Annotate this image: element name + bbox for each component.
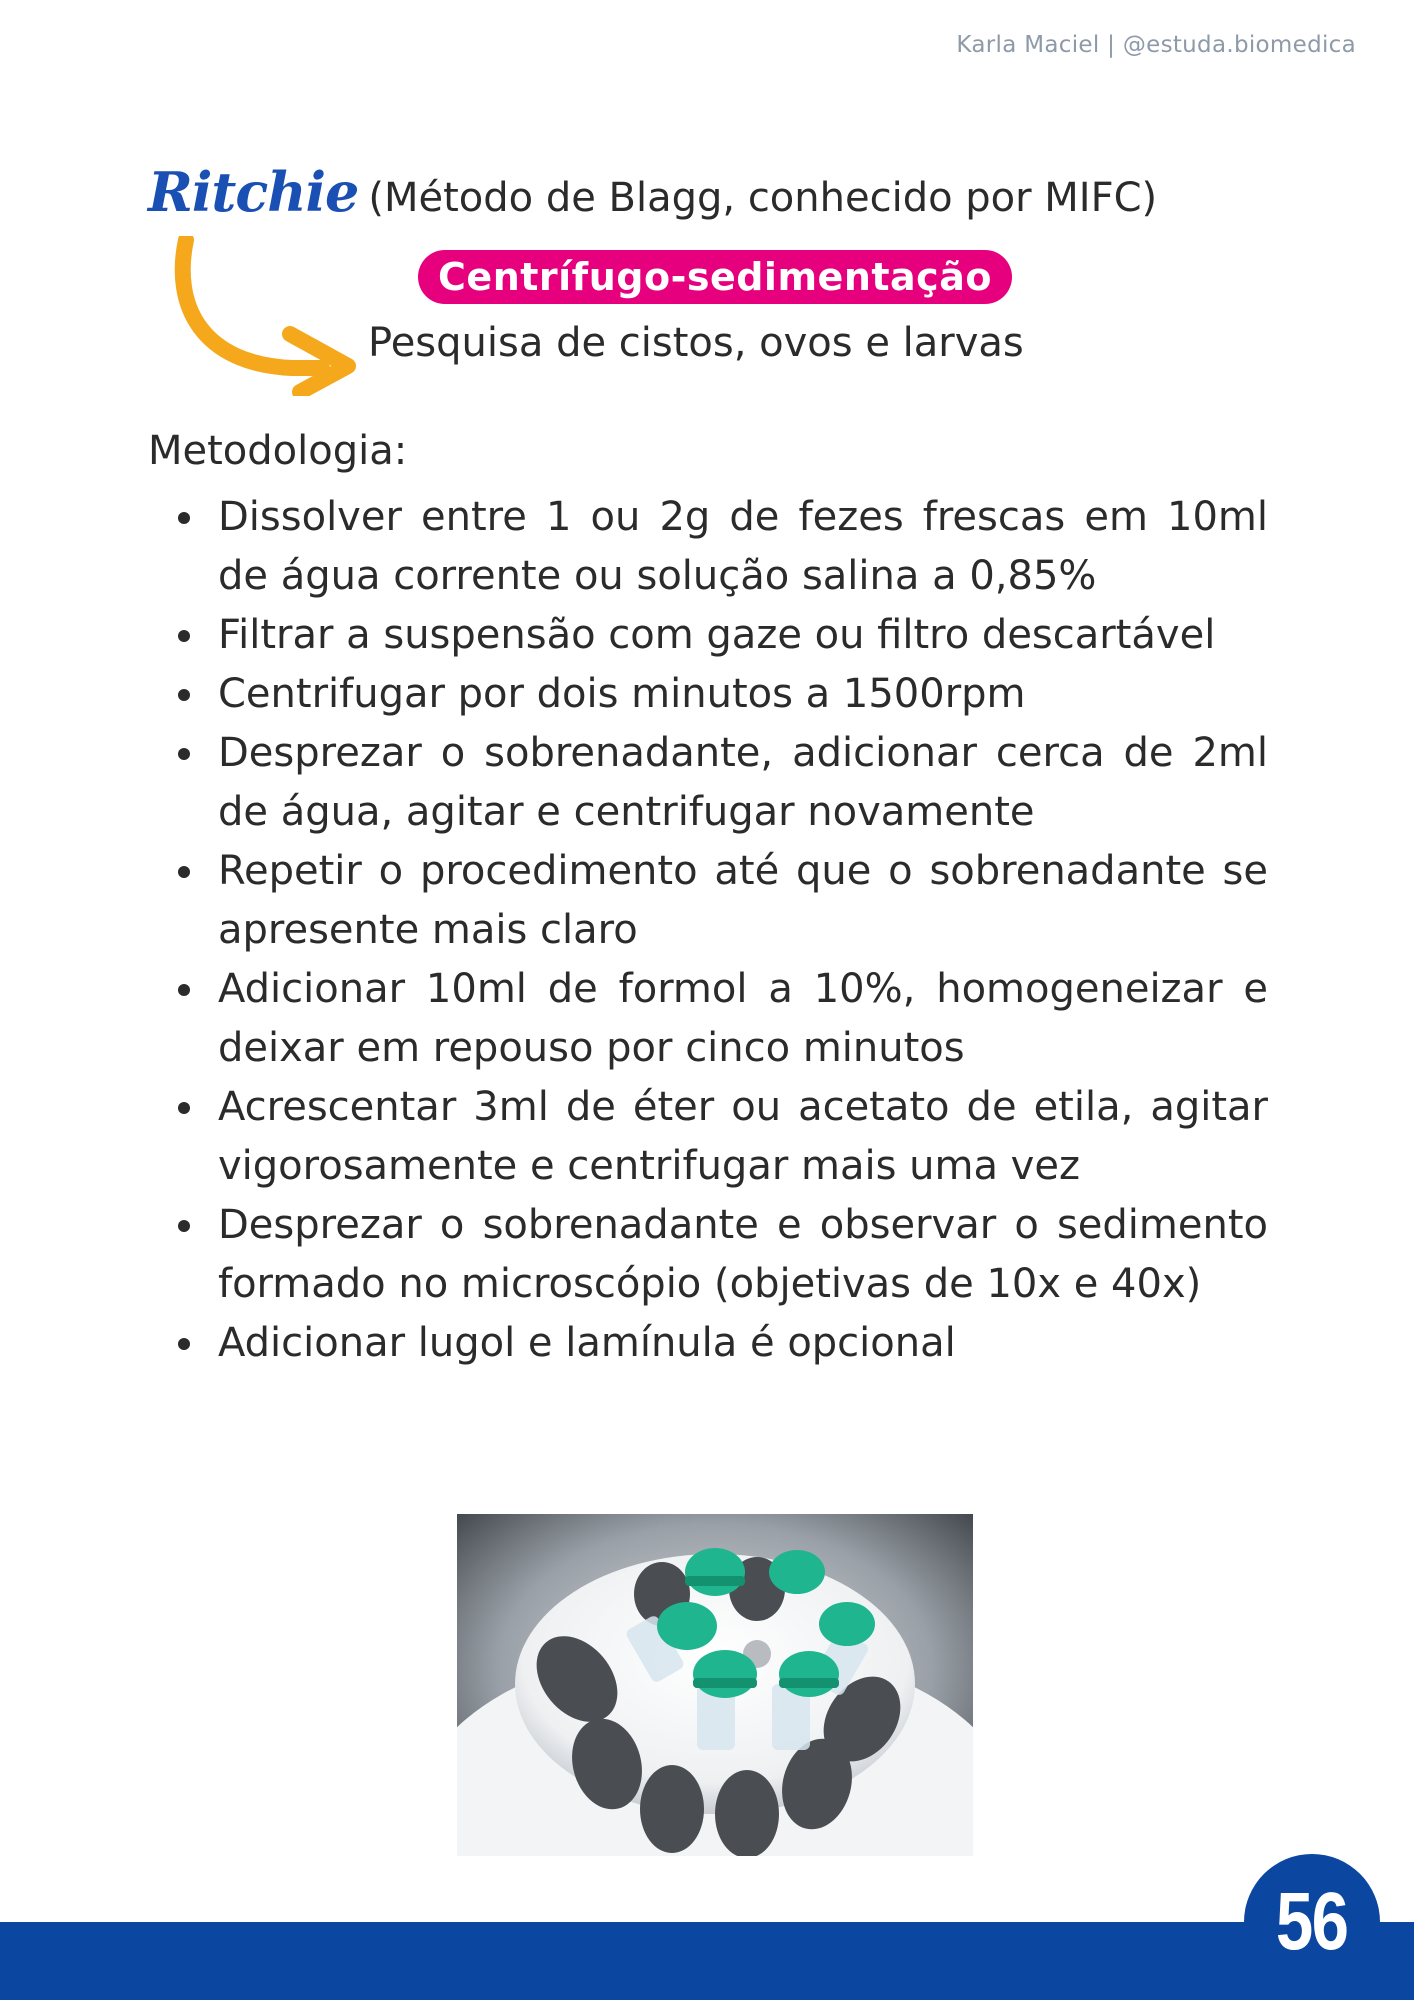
list-item: Centrifugar por dois minutos a 1500rpm [170, 665, 1268, 724]
bullet-icon [178, 748, 190, 760]
curved-arrow-icon [172, 236, 362, 396]
page-number: 56 [1276, 1876, 1348, 1967]
header-credit: Karla Maciel | @estuda.biomedica [956, 32, 1356, 58]
page-number-badge [1244, 1854, 1380, 1990]
section-title-row [148, 160, 1157, 224]
centrifuge-illustration [457, 1514, 973, 1856]
method-tag: Centrífugo-sedimentação [418, 250, 1012, 304]
bullet-icon [178, 1338, 190, 1350]
bullet-icon [178, 630, 190, 642]
list-item: Acrescentar 3ml de éter ou acetato de etila, agitar vigorosamente e centrifugar mais uma vez [170, 1078, 1268, 1196]
list-item: Desprezar o sobrenadante e observar o sedimento formado no microscópio (objetivas de 10x e 40x) [170, 1196, 1268, 1314]
centrifuge-photo [457, 1514, 973, 1856]
list-item: Adicionar lugol e lamínula é opcional [170, 1314, 1268, 1373]
bullet-icon [178, 984, 190, 996]
methodology-heading: Metodologia: [148, 428, 408, 474]
bullet-icon [178, 1102, 190, 1114]
list-item: Filtrar a suspensão com gaze ou filtro descartável [170, 606, 1268, 665]
methodology-steps [170, 488, 1268, 1373]
section-subtitle: (Método de Blagg, conhecido por MIFC) [368, 175, 1158, 221]
list-item: Desprezar o sobrenadante, adicionar cerca de 2ml de água, agitar e centrifugar novamente [170, 724, 1268, 842]
bullet-icon [178, 689, 190, 701]
list-item: Dissolver entre 1 ou 2g de fezes frescas em 10ml de água corrente ou solução salina a 0,85% [170, 488, 1268, 606]
list-item: Adicionar 10ml de formol a 10%, homogeneizar e deixar em repouso por cinco minutos [170, 960, 1268, 1078]
footer-bar [0, 1922, 1414, 2000]
bullet-icon [178, 512, 190, 524]
list-item: Repetir o procedimento até que o sobrenadante se apresente mais claro [170, 842, 1268, 960]
method-purpose: Pesquisa de cistos, ovos e larvas [368, 320, 1024, 366]
bullet-icon [178, 866, 190, 878]
section-title: Ritchie [148, 160, 359, 224]
bullet-icon [178, 1220, 190, 1232]
